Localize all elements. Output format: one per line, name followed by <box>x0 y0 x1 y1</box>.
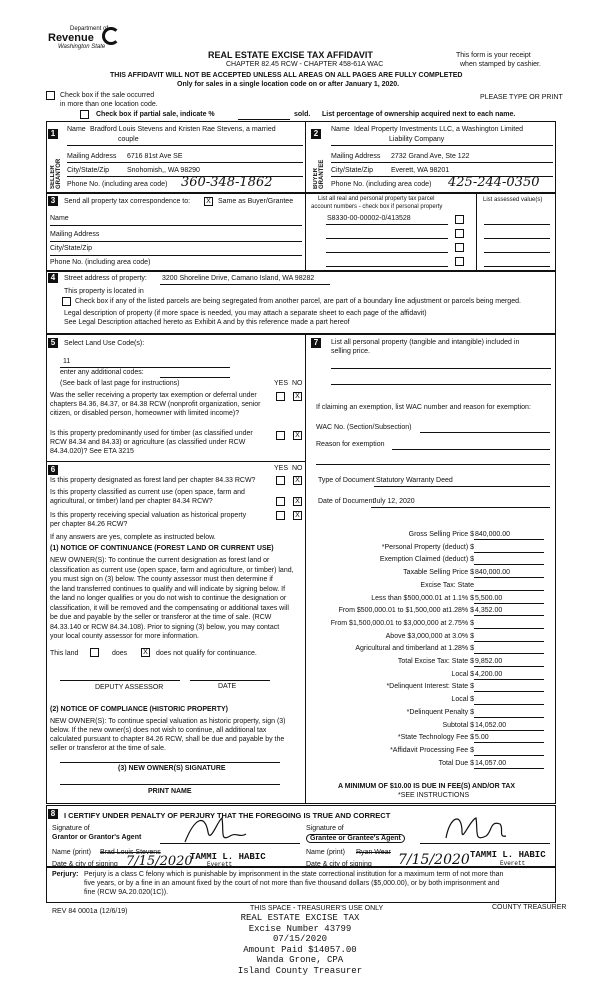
stamp-line: Island County Treasurer <box>237 965 363 976</box>
partial-pct-line <box>238 119 290 120</box>
located-label: This property is located in <box>64 288 144 295</box>
revenue-logo-icon <box>102 27 120 45</box>
receipt-note: This form is your receipt <box>456 52 531 59</box>
tax-row-line <box>474 603 544 604</box>
doc-type-line <box>374 486 550 487</box>
grantee-sig-line <box>420 843 550 844</box>
tax-row-label: Exemption Claimed (deduct) $ <box>379 556 474 564</box>
tax-row-label: Total Due $ <box>438 759 474 767</box>
tax-row-line <box>474 577 544 578</box>
perjury-line-3: fine (RCW 9A.20.020(1C)). <box>84 889 169 896</box>
sec6-q1: Is this property designated as forest land per chapter 84.33 RCW? <box>50 477 256 484</box>
parcel-line-1 <box>326 224 448 225</box>
segregate-label: Check box if any of the listed parcels are being segregated from another parcel, are part of a boundary line adjustment or parcels being merged. <box>75 298 521 305</box>
parcel-line-4 <box>326 266 448 267</box>
multi-location-checkbox[interactable] <box>46 91 55 100</box>
tax-row-value: 5.00 <box>475 734 489 742</box>
parcel-personal-checkbox-2[interactable] <box>455 229 464 238</box>
perjury-label: Perjury: <box>52 871 79 878</box>
stamp-line: Amount Paid $14057.00 <box>243 944 357 955</box>
seller-mail-line <box>67 162 303 163</box>
sec3-mail-label: Mailing Address <box>50 231 100 238</box>
seller-city: Snohomish,, WA 98290 <box>127 167 200 174</box>
tax-row-line <box>474 679 544 680</box>
legal-label: Legal description of property (if more space is needed, you may attach a separate sheet to each page of the affidavit) <box>64 310 427 317</box>
sec5-no-head: NO <box>292 380 303 387</box>
receipt-note-2: when stamped by cashier. <box>460 61 541 68</box>
perjury-line-1: Perjury is a class C felony which is punishable by imprisonment in the state correctional institution for a maximum term of not more than <box>84 871 504 878</box>
sec3-name-line <box>50 225 302 226</box>
tax-row-label: Total Excise Tax: State $ <box>397 658 474 665</box>
tax-row-label: Taxable Selling Price $ <box>403 569 474 577</box>
seller-name-1: Bradford Louis Stevens and Kristen Rae Stevens, a married <box>90 126 276 133</box>
section-1-number: 1 <box>48 129 58 139</box>
grantor-sig-line <box>160 843 300 844</box>
send-label: Send all property tax correspondence to: <box>64 198 191 205</box>
section-5-number: 5 <box>48 338 58 348</box>
grantee-print-name: Ryan Wear <box>356 849 391 856</box>
if-yes-note: If any answers are yes, complete as instructed below. <box>50 534 216 541</box>
sec3-mail-line <box>50 241 302 242</box>
dept-state: Washington State <box>58 44 106 50</box>
warning-2: Only for sales in a single location code on or after January 1, 2020. <box>177 81 400 88</box>
grantee-agent-label: Grantee or Grantee's Agent <box>306 834 405 843</box>
dept-of: Department of <box>70 26 109 32</box>
form-title: REAL ESTATE EXCISE TAX AFFIDAVIT <box>208 50 373 60</box>
tax-row-line <box>474 641 544 642</box>
buyer-city: Everett, WA 98201 <box>391 167 450 174</box>
parcel-personal-checkbox-1[interactable] <box>455 215 464 224</box>
tax-row-label: Agricultural and timberland at 1.28% $ <box>355 645 474 653</box>
seller-name-line <box>67 145 303 146</box>
land-does-not-checkbox[interactable]: X <box>141 648 150 657</box>
sec3-divider-2 <box>476 193 477 271</box>
grantor-agent-label: Grantor or Grantor's Agent <box>52 834 142 841</box>
sec5-q2-yes[interactable] <box>276 431 285 440</box>
form-revision: REV 84 0001a (12/6/19) <box>52 908 128 915</box>
assessed-line-1 <box>484 224 550 225</box>
tax-row-value: 4,200.00 <box>475 670 503 678</box>
seller-side-label: SELLER GRANTOR <box>50 158 62 189</box>
buyer-phone-label: Phone No. (including area code) <box>331 181 432 188</box>
form-subtitle: CHAPTER 82.45 RCW - CHAPTER 458-61A WAC <box>226 61 384 68</box>
doc-date-label: Date of Document <box>318 498 375 505</box>
reason-line <box>392 449 550 450</box>
sec5-q2-no[interactable]: X <box>293 431 302 440</box>
tax-row-line <box>474 691 544 692</box>
sec3-city-label: City/State/Zip <box>50 245 93 252</box>
notice1-line: the land transferred continues to qualify and will indicate by signing below. If <box>50 585 286 593</box>
sec5-q1-yes[interactable] <box>276 392 285 401</box>
parcel-personal-checkbox-4[interactable] <box>455 257 464 266</box>
certify-statement: I CERTIFY UNDER PENALTY OF PERJURY THAT THE FOREGOING IS TRUE AND CORRECT <box>64 811 391 820</box>
sec3-divider <box>305 193 306 271</box>
assessed-line-3 <box>484 252 550 253</box>
party-divider <box>305 121 306 193</box>
print-note: PLEASE TYPE OR PRINT <box>480 94 563 101</box>
notice1-line: you must sign on (3) below. The county assessor must then determine if <box>50 576 273 583</box>
tax-row-line <box>474 730 544 731</box>
seller-phone-label: Phone No. (including area code) <box>67 181 168 188</box>
tax-row-label: Gross Selling Price $ <box>408 531 474 538</box>
land-use-code: 11 <box>63 358 71 365</box>
grantee-notary: TAMMI L. HABIC <box>470 850 546 860</box>
grantee-sig-of: Signature of <box>306 825 344 832</box>
perjury-line-2: five years, or by a fine in an amount fixed by the court of not more than five thousand dollars ($5,000.00), or by both imprisonment and <box>84 880 500 887</box>
buyer-mail-label: Mailing Address <box>331 153 381 160</box>
sec6-q2-yes[interactable] <box>276 497 285 506</box>
same-as-buyer-label: Same as Buyer/Grantee <box>218 198 294 205</box>
segregate-checkbox[interactable] <box>62 297 71 306</box>
sec6-q2-no[interactable]: X <box>293 497 302 506</box>
tax-row-value: 5,500.00 <box>475 594 503 602</box>
tax-row-label: *State Technology Fee $ <box>397 734 474 742</box>
pct-note: List percentage of ownership acquired next to each name. <box>322 111 516 118</box>
partial-sale-checkbox[interactable] <box>80 110 89 119</box>
buyer-name-1: Ideal Property Investments LLC, a Washington Limited <box>354 126 523 133</box>
buyer-city-label: City/State/Zip <box>331 167 374 174</box>
this-land-label: This land <box>50 650 79 657</box>
tax-row-value: 840,000.00 <box>475 531 511 538</box>
tax-row-label: Excise Tax: State <box>420 581 474 589</box>
wac-line <box>420 432 550 433</box>
grantee-signature <box>440 810 510 846</box>
tax-row-label: Above $3,000,000 at 3.0% $ <box>385 632 474 640</box>
deputy-assessor-label: DEPUTY ASSESSOR <box>95 684 164 691</box>
sec6-yes-head: YES <box>274 465 289 472</box>
grantor-notary-city: Everett <box>207 861 233 868</box>
sec5-q1-line1: Was the seller receiving a property tax exemption or deferral under <box>50 392 257 399</box>
tax-row-line <box>474 653 544 654</box>
tax-row-label: *Affidavit Processing Fee $ <box>390 746 474 754</box>
section-6-number: 6 <box>48 465 58 475</box>
tax-row-line <box>474 628 544 629</box>
tax-row-line <box>474 704 544 705</box>
legal-description: See Legal Description attached hereto as Exhibit A and by this reference made a part hereof <box>64 319 350 326</box>
buyer-name-2: Liability Company <box>389 136 445 143</box>
sec6-q2-line2: agricultural, or timber) land per chapter 84.34 RCW? <box>50 498 213 505</box>
grantor-signature <box>180 812 250 846</box>
sec6-q1-yes[interactable] <box>276 476 285 485</box>
sections-divider <box>305 334 306 804</box>
sec5-q1-line3: citizen, or disabled person, homeowner with limited income)? <box>50 410 240 417</box>
sec5-q2-line3: 84.34.020)? See ETA 3215 <box>50 448 134 455</box>
section-3-number: 3 <box>48 196 58 206</box>
multi-location-label-2: in more than one location code. <box>60 101 158 108</box>
parcel-personal-checkbox-3[interactable] <box>455 243 464 252</box>
grantor-sig-of: Signature of <box>52 825 90 832</box>
notice2-line: seller or transferor at the time of sale. <box>50 745 166 752</box>
personal-line-1 <box>331 368 551 369</box>
tax-row-line <box>474 742 544 743</box>
grantor-date-label: Date & city of signing <box>52 861 118 868</box>
sec3-city-line <box>50 255 302 256</box>
notice1-line: the land no longer qualifies or you do not wish to continue the designation or <box>50 595 287 602</box>
notice1-line: your local county assessor for more information. <box>50 633 200 640</box>
seller-mail: 6716 81st Ave SE <box>127 153 183 160</box>
sec3-name-label: Name <box>50 215 69 222</box>
tax-row-label: From $500,000.01 to $1,500,000 at1.28% $ <box>338 607 474 615</box>
sec6-q3-line2: per chapter 84.26 RCW? <box>50 521 128 528</box>
section-2-number: 2 <box>311 129 321 139</box>
notice2-title: (2) NOTICE OF COMPLIANCE (HISTORIC PROPERTY) <box>50 706 228 713</box>
sec5-q1-line2: chapters 84.36, 84.37, or 84.38 RCW (nonprofit organization, senior <box>50 401 261 408</box>
section-8-number: 8 <box>48 809 58 819</box>
sec6-q1-no[interactable]: X <box>293 476 302 485</box>
parcel-head-2: account numbers - check box if personal property <box>311 204 443 210</box>
new-owner-sig-label: (3) NEW OWNER(S) SIGNATURE <box>118 765 226 772</box>
notice1-line: classification, it will be removed and the compensating or additional taxes will <box>50 604 289 612</box>
stamp-line: 07/15/2020 <box>272 934 327 944</box>
county-treasurer-label: COUNTY TREASURER <box>492 904 567 911</box>
deputy-date-line <box>190 680 270 681</box>
tax-row-label: Less than $500,000.01 at 1.1% $ <box>371 594 474 602</box>
notice1-line: be due and payable by the seller or transferor at the time of sale. (RCW <box>50 614 272 621</box>
grantee-date-label: Date & city of signing <box>306 861 372 868</box>
parcel-line-3 <box>326 252 448 253</box>
tax-row-value: 9,852.00 <box>475 658 503 665</box>
sec6-no-head: NO <box>292 465 303 472</box>
assessed-line-2 <box>484 238 550 239</box>
reason-line-2 <box>316 464 550 465</box>
reason-label: Reason for exemption <box>316 441 385 448</box>
section-7-number: 7 <box>311 338 321 348</box>
notice1-line: 84.33.140 or RCW 84.34.108). Prior to signing (3) below, you may contact <box>50 623 280 631</box>
grantor-print-name: Brad Louis Stevens <box>100 849 161 856</box>
treasurer-use-label: THIS SPACE - TREASURER'S USE ONLY <box>250 905 384 912</box>
buyer-side-label: BUYER GRANTEE <box>313 159 325 189</box>
print-name-line <box>60 784 280 785</box>
sec6-q3-line1: Is this property receiving special valuation as historical property <box>50 512 247 519</box>
see-back-note: (See back of last page for instructions) <box>60 380 180 387</box>
buyer-name-line <box>331 145 553 146</box>
seller-mail-label: Mailing Address <box>67 153 117 160</box>
grantor-notary: TAMMI L. HABIC <box>190 852 266 862</box>
tax-row-line <box>474 552 544 553</box>
dept-logo: Revenue <box>48 32 94 44</box>
not-qualify-label: does not qualify for continuance. <box>156 650 257 657</box>
deputy-line <box>60 680 180 681</box>
tax-row-line <box>474 717 544 718</box>
doc-type: Statutory Warranty Deed <box>376 477 453 484</box>
sec6-q3-yes[interactable] <box>276 511 285 520</box>
notice2-line: NEW OWNER(S): To continue special valuation as historic property, sign (3) <box>50 718 286 725</box>
stamp-line: REAL ESTATE EXCISE TAX <box>240 913 360 923</box>
grantee-notary-city: Everett <box>500 860 526 867</box>
land-use-line <box>60 367 230 368</box>
tax-row-value: 14,052.00 <box>475 721 507 729</box>
doc-date: July 12, 2020 <box>373 498 415 505</box>
tax-row-label: Local $ <box>451 670 474 678</box>
additional-codes-label: enter any additional codes: <box>60 369 144 376</box>
notice2-line: below. If the new owner(s) does not wish to continue, all additional tax <box>50 727 267 734</box>
tax-row-label: From $1,500,000.01 to $3,000,000 at 2.75% $ <box>330 619 474 627</box>
tax-row-value: 4,352.00 <box>475 607 503 615</box>
grantee-name-label: Name (print) <box>306 849 345 856</box>
seller-name-2: couple <box>118 136 139 143</box>
deputy-date-label: DATE <box>218 683 237 690</box>
parcel-number: S8330-00-00002-0/413528 <box>327 215 411 222</box>
personal-line-2 <box>331 384 551 385</box>
minimum-note: A MINIMUM OF $10.00 IS DUE IN FEE(S) AND/OR TAX <box>338 783 516 790</box>
tax-row-label: *Delinquent Interest: State $ <box>386 683 474 691</box>
tax-row-label: *Personal Property (deduct) $ <box>381 543 474 551</box>
tax-row-value: 14,057.00 <box>475 759 507 767</box>
multi-location-label: Check box if the sale occurred <box>60 92 155 99</box>
street-address: 3200 Shoreline Drive, Camano Island, WA 98282 <box>162 275 315 282</box>
sec6-q3-no[interactable]: X <box>293 511 302 520</box>
grantor-date: 7/15/2020 <box>126 854 193 869</box>
buyer-name-label: Name <box>331 126 350 133</box>
tax-row-label: *Delinquent Penalty $ <box>406 708 474 716</box>
grantee-date: 7/15/2020 <box>398 852 470 868</box>
sec3-phone-label: Phone No. (including area code) <box>50 259 151 266</box>
personal-prop-label-2: selling price. <box>331 348 370 355</box>
buyer-mail: 2732 Grand Ave, Ste 122 <box>391 153 470 160</box>
buyer-mail-line <box>331 162 553 163</box>
assessed-line-4 <box>484 266 550 267</box>
land-does-checkbox[interactable] <box>90 648 99 657</box>
see-instructions: *SEE INSTRUCTIONS <box>398 792 470 799</box>
notice2-line: calculated pursuant to chapter 84.26 RCW, shall be due and payable by the <box>50 736 285 743</box>
parcel-head-1: List all real and personal property tax parcel <box>318 196 435 202</box>
parcel-line-2 <box>326 238 448 239</box>
sec5-6-divider <box>46 461 305 462</box>
seller-phone: 360-348-1862 <box>181 175 273 190</box>
street-line <box>160 284 330 285</box>
doc-date-line <box>371 507 550 508</box>
warning-1: THIS AFFIDAVIT WILL NOT BE ACCEPTED UNLESS ALL AREAS ON ALL PAGES ARE FULLY COMPLETED <box>110 72 463 79</box>
doc-type-label: Type of Document <box>318 477 375 484</box>
exemption-label: If claiming an exemption, list WAC number and reason for exemption: <box>316 404 531 411</box>
tax-row-line <box>474 768 544 769</box>
section-4-number: 4 <box>48 273 58 283</box>
tax-row-line <box>474 615 544 616</box>
sec5-q2-line1: Is this property predominantly used for timber (as classified under <box>50 430 253 437</box>
seller-name-label: Name <box>67 126 86 133</box>
same-as-buyer-checkbox[interactable]: X <box>204 197 213 206</box>
notice1-line: classification as current use (open space, farm and agriculture, or timber) land, <box>50 566 294 574</box>
assessed-head: List assessed value(s) <box>483 197 543 203</box>
grantor-name-label: Name (print) <box>52 849 91 856</box>
stamp-line: Wanda Grone, CPA <box>256 955 344 965</box>
tax-row-line <box>474 666 544 667</box>
tax-row-line <box>474 564 544 565</box>
tax-row-label: Subtotal $ <box>442 721 474 729</box>
sec5-q2-line2: RCW 84.34 and 84.33) or agriculture (as classified under RCW <box>50 439 246 446</box>
tax-row-line <box>474 590 544 591</box>
buyer-phone: 425-244-0350 <box>448 175 540 190</box>
personal-prop-label: List all personal property (tangible and intangible) included in <box>331 339 520 346</box>
tax-row-line <box>474 755 544 756</box>
print-name-label: PRINT NAME <box>148 788 192 795</box>
additional-codes-line <box>160 377 230 378</box>
notice1-title: (1) NOTICE OF CONTINUANCE (FOREST LAND OR CURRENT USE) <box>50 545 274 552</box>
tax-row-line <box>474 539 544 540</box>
sec5-yes-head: YES <box>274 380 289 387</box>
sec5-q1-no[interactable]: X <box>293 392 302 401</box>
land-use-label: Select Land Use Code(s): <box>64 340 145 347</box>
tax-row-value: 840,000.00 <box>475 569 511 577</box>
tax-row-label: Local $ <box>451 696 474 704</box>
partial-sold: sold. <box>294 111 311 118</box>
sec6-q2-line1: Is this property classified as current use (open space, farm and <box>50 489 245 496</box>
stamp-line: Excise Number 43799 <box>248 923 352 934</box>
seller-city-label: City/State/Zip <box>67 167 110 174</box>
does-label: does <box>112 650 128 657</box>
notice1-line: NEW OWNER(S): To continue the current designation as forest land or <box>50 557 270 564</box>
new-owner-sig-line <box>60 762 280 763</box>
partial-sale-label: Check box if partial sale, indicate % <box>96 111 215 118</box>
wac-label: WAC No. (Section/Subsection) <box>316 424 412 431</box>
street-label: Street address of property: <box>64 275 147 282</box>
